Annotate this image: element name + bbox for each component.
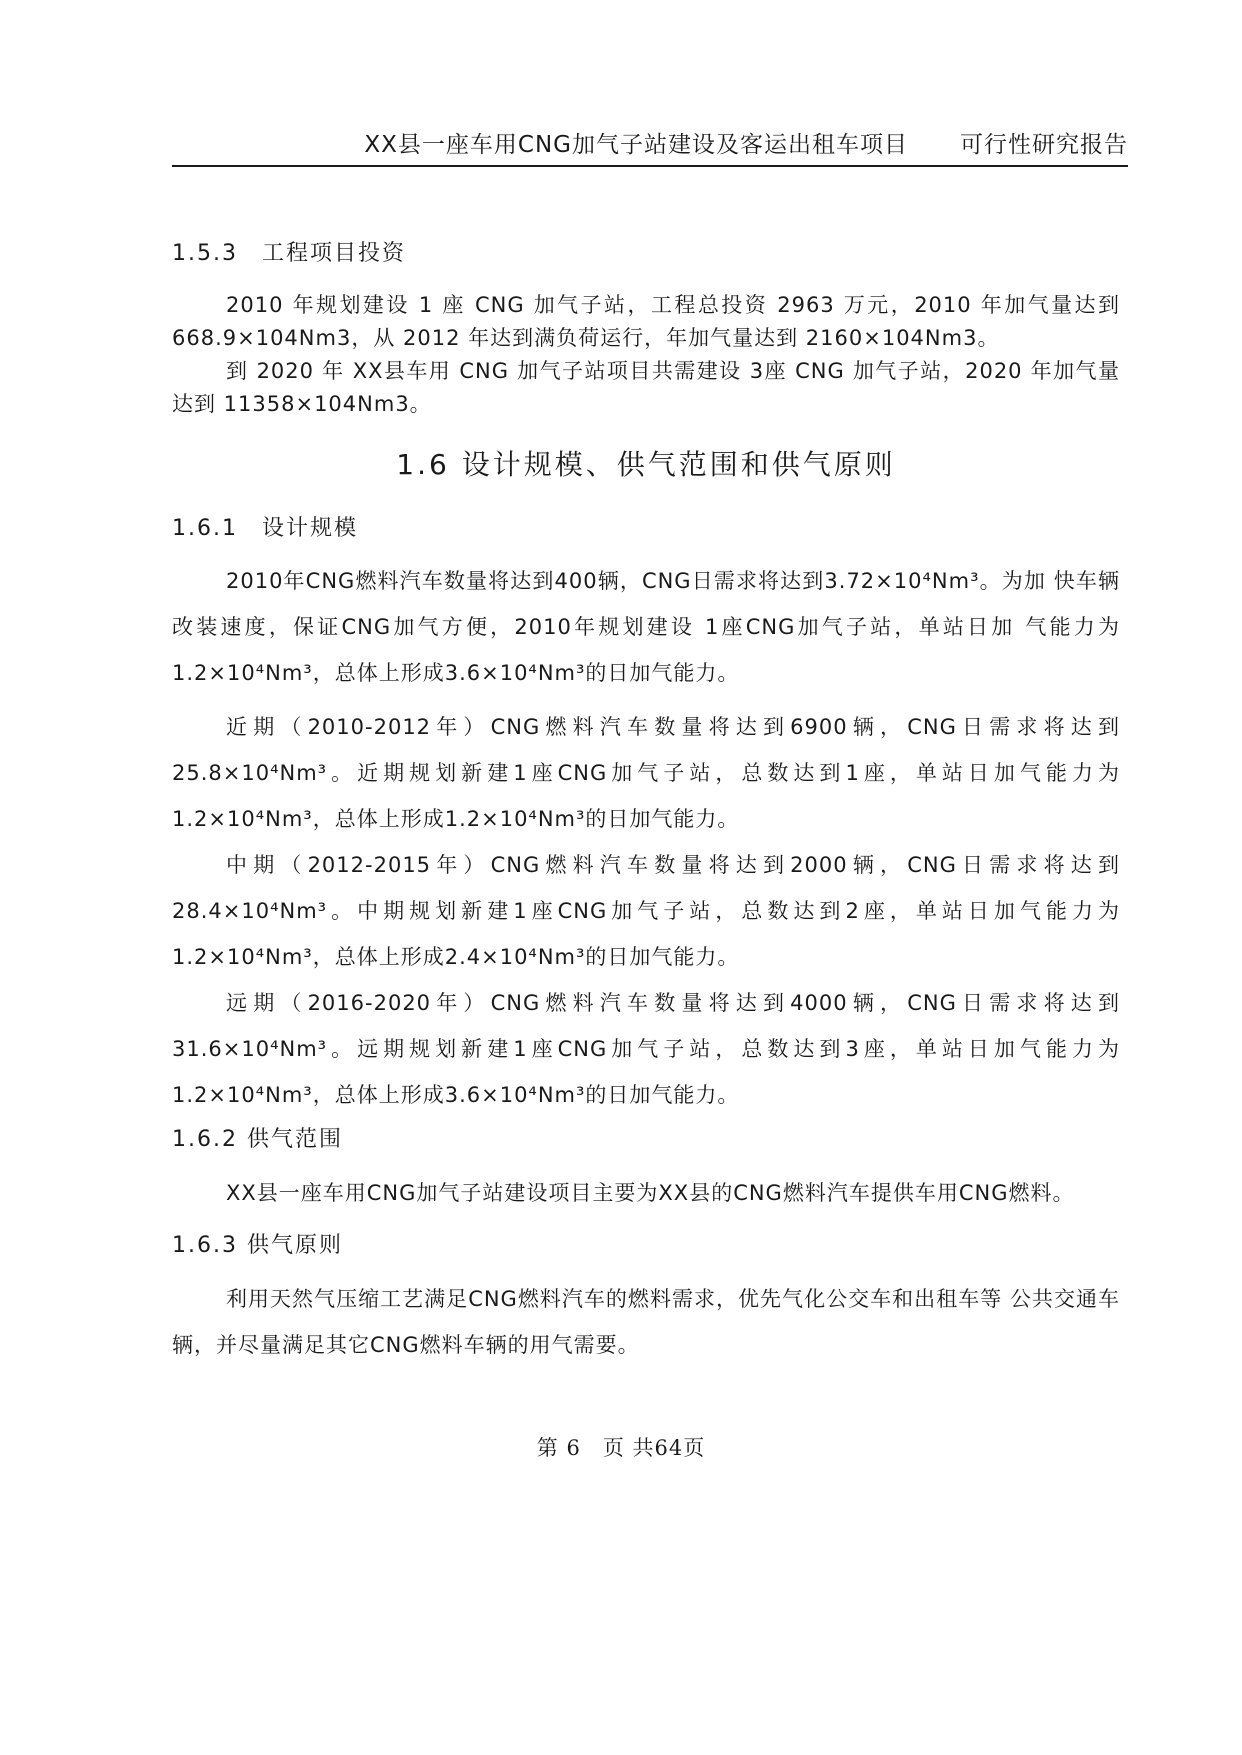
section-1-5-3-heading: 1.5.3 工程项目投资 — [172, 241, 406, 266]
section-1-5-3-paragraph-2: 到 2020 年 XX县车用 CNG 加气子站项目共需建设 3座 CNG 加气子站，2020 年加气量达到 11358×104Nm3。 — [172, 359, 1120, 416]
section-1-6-title: 1.6 设计规模、供气范围和供气原则 — [396, 448, 896, 481]
section-1-6-1-body — [172, 558, 1120, 1368]
section-1-6-1-paragraph-3: 中期（2012-2015年）CNG燃料汽车数量将达到2000辆，CNG日需求将达到28.4×10⁴Nm³。中期规划新建1座CNG加气子站，总数达到2座，单站日加气能力为1.2×10⁴Nm³，总体上形成2.4×10⁴Nm³的日加气能力。 — [172, 853, 1120, 969]
header-title: XX县一座车用CNG加气子站建设及客运出租车项目 — [364, 132, 908, 158]
section-1-6-2-heading: 1.6.2 供气范围 — [172, 1127, 343, 1152]
section-1-6-1-heading: 1.6.1 设计规模 — [172, 516, 358, 541]
header-subtitle: 可行性研究报告 — [960, 132, 1128, 158]
page-footer: 第 6 页 共64页 — [536, 1436, 706, 1460]
section-1-6-1-paragraph-4: 远期（2016-2020年）CNG燃料汽车数量将达到4000辆，CNG日需求将达到31.6×10⁴Nm³。远期规划新建1座CNG加气子站，总数达到3座，单站日加气能力为1.2×10⁴Nm³，总体上形成3.6×10⁴Nm³的日加气能力。 — [172, 991, 1120, 1107]
section-1-6-1-paragraph-2: 近期（2010-2012年）CNG燃料汽车数量将达到6900辆，CNG日需求将达到25.8×10⁴Nm³。近期规划新建1座CNG加气子站，总数达到1座，单站日加气能力为1.2×10⁴Nm³，总体上形成1.2×10⁴Nm³的日加气能力。 — [172, 715, 1120, 831]
section-1-6-3-heading: 1.6.3 供气原则 — [172, 1233, 343, 1258]
page-content — [172, 236, 1120, 1368]
section-1-6-3-paragraph-1: 利用天然气压缩工艺满足CNG燃料汽车的燃料需求，优先气化公交车和出租车等 公共交通车辆，并尽量满足其它CNG燃料车辆的用气需要。 — [172, 1287, 1120, 1357]
page-header — [172, 126, 1128, 167]
section-1-5-3-paragraph-1: 2010 年规划建设 1 座 CNG 加气子站，工程总投资 2963 万元，2010 年加气量达到668.9×104Nm3，从 2012 年达到满负荷运行，年加气量达到 2160×104Nm3。 — [172, 293, 1120, 350]
section-1-6-2-paragraph-1: XX县一座车用CNG加气子站建设项目主要为XX县的CNG燃料汽车提供车用CNG燃料。 — [226, 1181, 1075, 1205]
section-1-6-1-paragraph-1: 2010年CNG燃料汽车数量将达到400辆，CNG日需求将达到3.72×10⁴Nm³。为加 快车辆改装速度，保证CNG加气方便，2010年规划建设 1座CNG加气子站，单站日加 气能力为1.2×10⁴Nm³，总体上形成3.6×10⁴Nm³的日加气能力。 — [172, 569, 1120, 685]
